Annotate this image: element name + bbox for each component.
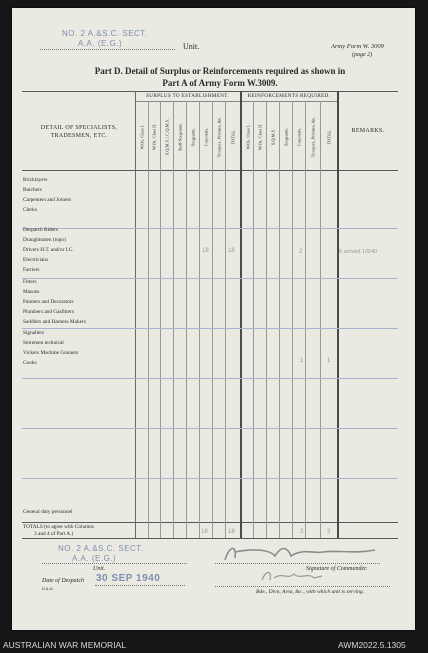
surplus-col-header: Staff-Sergeants. xyxy=(177,122,183,152)
surplus-col-header: W.Os. Class I. xyxy=(139,124,145,150)
unit-stamp-bottom-line1: NO. 2 A.&S.C. SECT. xyxy=(58,544,144,553)
surplus-col-header: TOTAL. xyxy=(230,129,236,145)
row-label: Carpenters and Joiners xyxy=(23,197,72,203)
detail-header-line1: DETAIL OF SPECIALISTS, xyxy=(40,125,118,131)
detail-header-line2: TRADESMEN, ETC. xyxy=(50,133,108,139)
totals-label-line1: TOTALS (to agree with Columns xyxy=(23,524,94,530)
reinf-col-header: Sergeants. xyxy=(283,127,289,147)
signature-label: Signature of Commander. xyxy=(306,566,368,572)
pencil-entry: 18 xyxy=(202,248,209,254)
date-of-despatch-label: Date of Despatch xyxy=(42,578,84,584)
surplus-col-header: S.Q.M.S. | C.Q.M.S. xyxy=(164,118,170,156)
reinf-col-header: Troopers, Privates, &c. xyxy=(310,116,316,158)
pencil-entry: 18 xyxy=(228,529,235,535)
pencil-entry: 1 xyxy=(300,358,304,364)
form-title-line2: Part A of Army Form W.3009. xyxy=(162,78,278,88)
surplus-header: SURPLUS TO ESTABLISHMENT. xyxy=(146,93,229,99)
reinf-col-header: TOTAL. xyxy=(326,129,332,145)
pencil-entry: 1 xyxy=(327,358,331,364)
unit-dotted-line xyxy=(40,49,175,50)
row-label: Draughtsmen (topo) xyxy=(23,237,66,243)
row-label: Painters and Decorators xyxy=(23,299,74,305)
pencil-entry: 2 xyxy=(299,249,303,255)
row-label: Saddlers and Harness Makers xyxy=(23,319,86,325)
surplus-col-header: Troopers, Privates, &c. xyxy=(216,116,222,158)
surplus-col-header: Corporals. xyxy=(203,127,209,147)
formation-signature xyxy=(258,566,328,586)
row-label: Fitters xyxy=(23,279,37,285)
page-reference: (page 2) xyxy=(352,52,373,58)
remarks-header: REMARKS. xyxy=(351,128,385,134)
surplus-col-header: W.Os. Class II. xyxy=(151,123,157,151)
row-label: Clerks xyxy=(23,207,37,213)
surplus-col-header: Sergeants. xyxy=(190,127,196,147)
footer-accession-number: AWM2022.5.1305 xyxy=(338,640,406,650)
pencil-remark: 6 arrived 1/9/40 xyxy=(339,249,378,255)
footer-institution: AUSTRALIAN WAR MEMORIAL xyxy=(3,640,126,650)
row-label: Signallers xyxy=(23,330,45,336)
row-label: Butchers xyxy=(23,187,42,193)
bde-divn-label: Bde., Divn, Area, &c., with which unit is serving. xyxy=(256,589,365,595)
row-label: Cooks xyxy=(23,360,37,366)
pencil-entry: 18 xyxy=(201,529,208,535)
row-label: Farriers xyxy=(23,267,40,273)
unit-stamp-bottom-line2: A.A. (E.G.) xyxy=(72,554,117,563)
reinforcements-header: REINFORCEMENTS REQUIRED. xyxy=(247,93,331,99)
reinf-col-header: S.Q.M.S. xyxy=(270,128,276,146)
reinf-col-header: W.Os. Class II. xyxy=(257,123,263,151)
pencil-entry: 3 xyxy=(327,529,331,535)
row-label: Despatch Riders xyxy=(23,227,58,233)
totals-label-line2: 3 and 4 of Part A.) xyxy=(34,531,74,537)
row-label: Electricians xyxy=(23,257,48,263)
form-reference: Army Form W. 3009 xyxy=(331,43,384,50)
pencil-entry: 3 xyxy=(300,529,304,535)
reinf-col-header: W.Os. Class I. xyxy=(245,124,251,150)
form-title-line1: Part D. Detail of Surplus or Reinforcements required as shown in xyxy=(94,66,346,76)
pencil-entry: 18 xyxy=(228,248,235,254)
row-label-general: General duty personnel xyxy=(23,509,73,515)
reinf-col-header: Corporals. xyxy=(296,127,302,147)
unit-label: Unit. xyxy=(183,42,200,51)
despatch-sub-label: o.s.o. xyxy=(42,586,54,592)
unit-stamp-line1: NO. 2 A.&S.C. SECT. xyxy=(62,29,148,38)
row-label: Storemen technical xyxy=(23,340,64,346)
row-label: Vickers Machine Gunners xyxy=(23,350,79,356)
row-label: Masons xyxy=(23,289,40,295)
row-label: Bricklayers xyxy=(23,177,48,183)
row-label: Drivers H.T. and/or I.C. xyxy=(23,247,74,253)
row-label: Plumbers and Gasfitters xyxy=(23,309,74,315)
unit-label-bottom: Unit. xyxy=(93,566,106,572)
unit-stamp-line2: A.A. (E.G.) xyxy=(78,39,123,48)
date-stamp: 30 SEP 1940 xyxy=(96,573,161,584)
